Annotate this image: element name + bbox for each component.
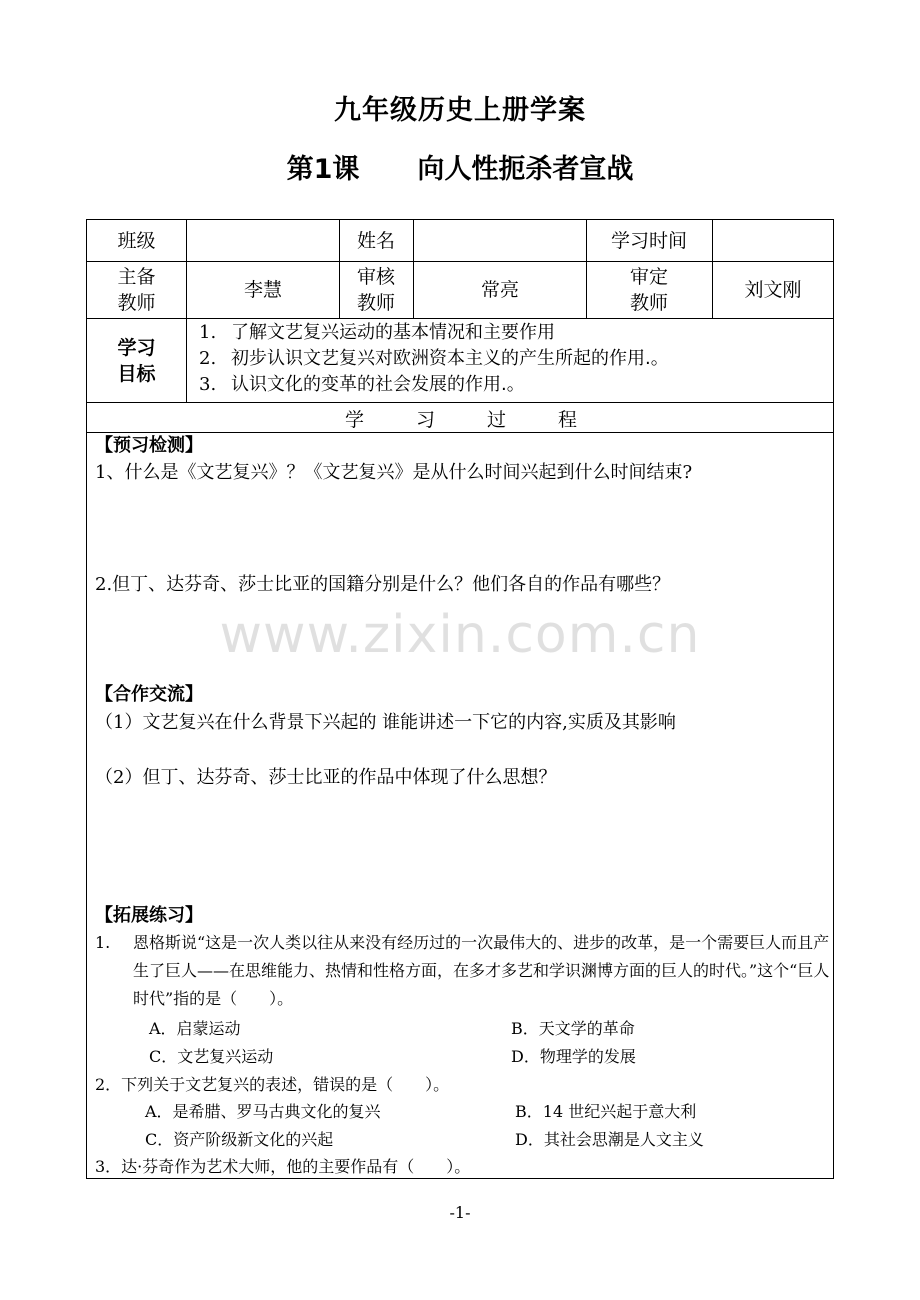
lesson-heading <box>0 147 920 186</box>
extend-question-2: 2．下列关于文艺复兴的表述，错误的是（ ）。 <box>95 1075 450 1094</box>
goals-label: 学习 目标 <box>117 336 156 385</box>
goal-item: 1. 了解文艺复兴运动的基本情况和主要作用 <box>199 322 555 343</box>
process-heading: 学习过程 <box>344 409 629 431</box>
goals-list <box>199 320 669 398</box>
watermark: www.zixin.com.cn <box>219 605 701 665</box>
q2-option-c: C．资产阶级新文化的兴起 <box>145 1130 334 1149</box>
approve-teacher-label: 审定 教师 <box>629 266 668 314</box>
goal-item: 3. 认识文化的变革的社会发展的作用.。 <box>199 374 525 395</box>
name-field[interactable] <box>414 220 586 261</box>
cooperate-question-1: （1）文艺复兴在什么背景下兴起的 谁能讲述一下它的内容,实质及其影响 <box>95 712 676 733</box>
question-number: 1. <box>95 933 111 952</box>
page-number: -1- <box>449 1203 471 1222</box>
q1-option-c: C．文艺复兴运动 <box>149 1047 274 1066</box>
approve-teacher: 刘文刚 <box>744 279 802 301</box>
document-title: 九年级历史上册学案 <box>334 95 586 126</box>
review-teacher-label: 审核 教师 <box>356 266 395 314</box>
cooperate-heading: 【合作交流】 <box>95 684 203 705</box>
extend-question-1 <box>95 929 831 1013</box>
extend-question-3: 3．达·芬奇作为艺术大师，他的主要作品有（ ）。 <box>95 1157 471 1176</box>
q2-option-a: A．是希腊、罗马古典文化的复兴 <box>145 1102 381 1121</box>
preview-question-2: 2.但丁、达芬奇、莎士比亚的国籍分别是什么？他们各自的作品有哪些？ <box>95 574 671 595</box>
goal-item: 2. 初步认识文艺复兴对欧洲资本主义的产生所起的作用.。 <box>199 348 669 369</box>
name-label: 姓名 <box>356 229 395 252</box>
main-teacher-label: 主备 教师 <box>117 266 156 314</box>
q2-option-b: B．14 世纪兴起于意大利 <box>515 1102 697 1121</box>
preview-question-1: 1、什么是《文艺复兴》？《文艺复兴》是从什么时间兴起到什么时间结束? <box>95 462 693 483</box>
q1-option-d: D．物理学的发展 <box>511 1047 636 1066</box>
class-field[interactable] <box>187 220 339 261</box>
worksheet-table <box>86 219 834 1179</box>
review-teacher: 常亮 <box>480 279 519 301</box>
study-time-field[interactable] <box>713 220 833 261</box>
main-teacher: 李慧 <box>243 279 282 301</box>
extend-heading: 【拓展练习】 <box>95 905 203 926</box>
preview-heading: 【预习检测】 <box>95 435 203 456</box>
study-time-label: 学习时间 <box>610 229 687 252</box>
cooperate-question-2: （2）但丁、达芬奇、莎士比亚的作品中体现了什么思想？ <box>95 767 557 788</box>
q1-option-b: B．天文学的革命 <box>511 1019 635 1038</box>
class-label: 班级 <box>117 229 156 252</box>
lesson-title: 向人性扼杀者宣战 <box>417 154 634 185</box>
q2-option-d: D．其社会思潮是人文主义 <box>515 1130 704 1149</box>
question-text: 恩格斯说“这是一次人类以往从来没有经历过的一次最伟大的、进步的改革，是一个需要巨人而且产生了巨人——在思维能力、热情和性格方面，在多才多艺和学识渊博方面的巨人的时代。”这个“巨人时代”指的是（ ）。 <box>133 933 830 1008</box>
lesson-number: 第1课 <box>286 154 360 185</box>
q1-option-a: A．启蒙运动 <box>149 1019 241 1038</box>
